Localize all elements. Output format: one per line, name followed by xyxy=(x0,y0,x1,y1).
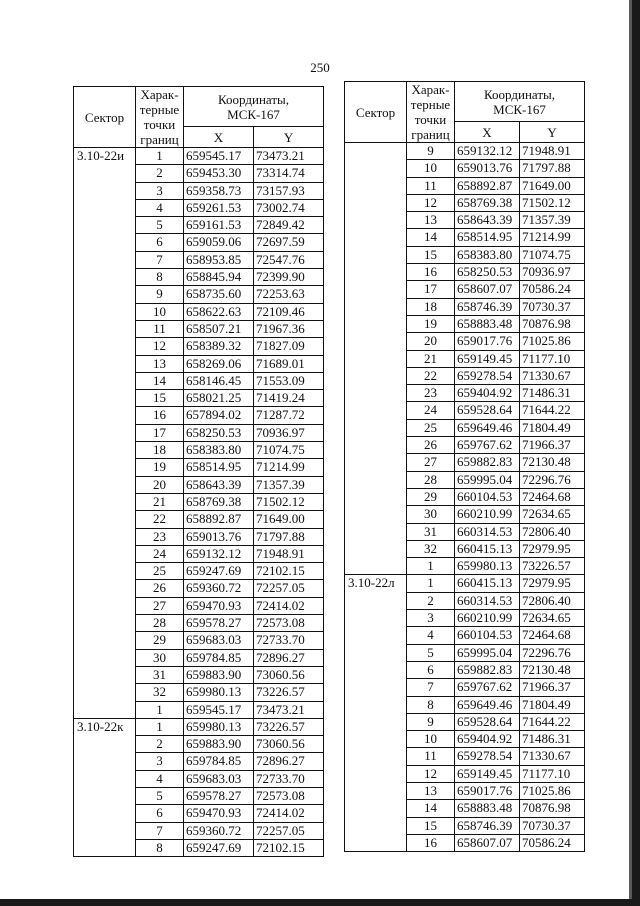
point-number-cell: 15 xyxy=(407,817,455,834)
x-coordinate-cell: 658383.80 xyxy=(455,246,520,263)
y-coordinate-cell: 70586.24 xyxy=(520,834,585,851)
x-coordinate-cell: 658845.94 xyxy=(184,269,254,286)
y-coordinate-cell: 73473.21 xyxy=(254,701,324,718)
y-coordinate-cell: 72733.70 xyxy=(254,632,324,649)
y-coordinate-cell: 72733.70 xyxy=(254,770,324,787)
y-coordinate-cell: 71486.31 xyxy=(520,385,585,402)
sector-header: Сектор xyxy=(74,87,136,148)
x-coordinate-cell: 659883.90 xyxy=(184,736,254,753)
points-header: Харак- терные точки границ xyxy=(136,87,184,148)
x-coordinate-cell: 660104.53 xyxy=(455,488,520,505)
x-coordinate-cell: 659013.76 xyxy=(455,160,520,177)
x-coordinate-cell: 659404.92 xyxy=(455,385,520,402)
x-coordinate-cell: 659132.12 xyxy=(184,545,254,562)
x-coordinate-cell: 660415.13 xyxy=(455,540,520,557)
x-coordinate-cell: 659360.72 xyxy=(184,580,254,597)
x-coordinate-cell: 659882.83 xyxy=(455,454,520,471)
x-coordinate-cell: 658514.95 xyxy=(455,229,520,246)
point-number-cell: 22 xyxy=(407,367,455,384)
y-coordinate-cell: 72806.40 xyxy=(520,592,585,609)
point-number-cell: 16 xyxy=(407,834,455,851)
x-coordinate-cell: 658735.60 xyxy=(184,286,254,303)
point-number-cell: 1 xyxy=(407,575,455,592)
x-coordinate-cell: 659545.17 xyxy=(184,148,254,165)
y-coordinate-cell: 72102.15 xyxy=(254,839,324,856)
x-coordinate-cell: 659247.69 xyxy=(184,563,254,580)
x-coordinate-cell: 659149.45 xyxy=(455,350,520,367)
x-coordinate-cell: 659767.62 xyxy=(455,679,520,696)
x-coordinate-cell: 659980.13 xyxy=(184,718,254,735)
y-coordinate-cell: 73226.57 xyxy=(254,684,324,701)
y-coordinate-cell: 71177.10 xyxy=(520,350,585,367)
point-number-cell: 5 xyxy=(407,644,455,661)
sector-cell xyxy=(345,143,407,575)
point-number-cell: 16 xyxy=(136,407,184,424)
point-number-cell: 9 xyxy=(407,713,455,730)
x-coordinate-cell: 659767.62 xyxy=(455,437,520,454)
y-coordinate-cell: 71948.91 xyxy=(520,143,585,160)
point-number-cell: 14 xyxy=(407,800,455,817)
point-number-cell: 12 xyxy=(136,338,184,355)
coords-header: Координаты, МСК-167 xyxy=(455,82,585,122)
x-coordinate-cell: 658769.38 xyxy=(184,493,254,510)
x-coordinate-cell: 659470.93 xyxy=(184,805,254,822)
point-number-cell: 2 xyxy=(136,736,184,753)
point-number-cell: 31 xyxy=(136,666,184,683)
point-number-cell: 32 xyxy=(407,540,455,557)
point-number-cell: 1 xyxy=(136,718,184,735)
x-coordinate-cell: 659578.27 xyxy=(184,615,254,632)
y-coordinate-cell: 72979.95 xyxy=(520,540,585,557)
point-number-cell: 16 xyxy=(407,264,455,281)
point-number-cell: 18 xyxy=(407,298,455,315)
x-coordinate-cell: 658883.48 xyxy=(455,315,520,332)
point-number-cell: 27 xyxy=(407,454,455,471)
table-row xyxy=(345,143,585,160)
point-number-cell: 18 xyxy=(136,442,184,459)
point-number-cell: 9 xyxy=(407,143,455,160)
x-coordinate-cell: 658643.39 xyxy=(455,212,520,229)
sector-cell: 3.10-22и xyxy=(74,148,136,719)
point-number-cell: 8 xyxy=(136,269,184,286)
y-coordinate-cell: 70586.24 xyxy=(520,281,585,298)
y-coordinate-cell: 70730.37 xyxy=(520,817,585,834)
point-number-cell: 5 xyxy=(136,787,184,804)
y-coordinate-cell: 72102.15 xyxy=(254,563,324,580)
y-coordinate-cell: 71025.86 xyxy=(520,333,585,350)
x-coordinate-cell: 659995.04 xyxy=(455,471,520,488)
y-coordinate-cell: 72464.68 xyxy=(520,488,585,505)
point-number-cell: 30 xyxy=(407,506,455,523)
point-number-cell: 21 xyxy=(136,493,184,510)
x-coordinate-cell: 658250.53 xyxy=(184,424,254,441)
x-coordinate-cell: 659013.76 xyxy=(184,528,254,545)
point-number-cell: 1 xyxy=(136,701,184,718)
x-coordinate-cell: 658883.48 xyxy=(455,800,520,817)
page-edge-bottom xyxy=(0,899,640,906)
point-number-cell: 7 xyxy=(407,679,455,696)
point-number-cell: 7 xyxy=(136,251,184,268)
x-coordinate-cell: 659882.83 xyxy=(455,661,520,678)
point-number-cell: 8 xyxy=(407,696,455,713)
x-coordinate-cell: 659017.76 xyxy=(455,333,520,350)
y-coordinate-cell: 71074.75 xyxy=(520,246,585,263)
y-coordinate-cell: 71644.22 xyxy=(520,402,585,419)
y-coordinate-cell: 71419.24 xyxy=(254,390,324,407)
y-coordinate-cell: 73060.56 xyxy=(254,666,324,683)
x-coordinate-cell: 658746.39 xyxy=(455,298,520,315)
x-coordinate-cell: 660314.53 xyxy=(455,523,520,540)
x-coordinate-cell: 659683.03 xyxy=(184,770,254,787)
x-coordinate-cell: 659404.92 xyxy=(455,731,520,748)
point-number-cell: 2 xyxy=(136,165,184,182)
point-number-cell: 23 xyxy=(136,528,184,545)
point-number-cell: 4 xyxy=(407,627,455,644)
x-coordinate-cell: 658643.39 xyxy=(184,476,254,493)
point-number-cell: 12 xyxy=(407,765,455,782)
x-coordinate-cell: 658746.39 xyxy=(455,817,520,834)
point-number-cell: 20 xyxy=(407,333,455,350)
y-coordinate-cell: 71074.75 xyxy=(254,442,324,459)
x-coordinate-cell: 659278.54 xyxy=(455,748,520,765)
y-coordinate-cell: 71804.49 xyxy=(520,696,585,713)
point-number-cell: 1 xyxy=(407,558,455,575)
y-coordinate-cell: 72634.65 xyxy=(520,506,585,523)
point-number-cell: 22 xyxy=(136,511,184,528)
point-number-cell: 11 xyxy=(407,177,455,194)
y-coordinate-cell: 71330.67 xyxy=(520,748,585,765)
x-coordinate-cell: 659059.06 xyxy=(184,234,254,251)
x-coordinate-cell: 659649.46 xyxy=(455,419,520,436)
y-coordinate-cell: 71357.39 xyxy=(254,476,324,493)
x-coordinate-cell: 658622.63 xyxy=(184,303,254,320)
point-number-cell: 24 xyxy=(136,545,184,562)
y-header: Y xyxy=(254,127,324,148)
x-coordinate-cell: 658146.45 xyxy=(184,372,254,389)
y-coordinate-cell: 72896.27 xyxy=(254,649,324,666)
x-coordinate-cell: 658892.87 xyxy=(184,511,254,528)
point-number-cell: 10 xyxy=(407,160,455,177)
y-coordinate-cell: 72806.40 xyxy=(520,523,585,540)
point-number-cell: 3 xyxy=(136,753,184,770)
x-coordinate-cell: 659470.93 xyxy=(184,597,254,614)
point-number-cell: 26 xyxy=(407,437,455,454)
x-coordinate-cell: 659649.46 xyxy=(455,696,520,713)
point-number-cell: 11 xyxy=(136,320,184,337)
y-coordinate-cell: 71804.49 xyxy=(520,419,585,436)
y-coordinate-cell: 72979.95 xyxy=(520,575,585,592)
y-coordinate-cell: 72464.68 xyxy=(520,627,585,644)
y-coordinate-cell: 71797.88 xyxy=(254,528,324,545)
y-coordinate-cell: 72399.90 xyxy=(254,269,324,286)
x-coordinate-cell: 660415.13 xyxy=(455,575,520,592)
x-coordinate-cell: 658607.07 xyxy=(455,834,520,851)
x-coordinate-cell: 658514.95 xyxy=(184,459,254,476)
point-number-cell: 4 xyxy=(136,770,184,787)
y-coordinate-cell: 72257.05 xyxy=(254,580,324,597)
table-row xyxy=(74,148,324,165)
x-coordinate-cell: 658953.85 xyxy=(184,251,254,268)
y-coordinate-cell: 71287.72 xyxy=(254,407,324,424)
y-coordinate-cell: 72296.76 xyxy=(520,644,585,661)
y-coordinate-cell: 72253.63 xyxy=(254,286,324,303)
y-coordinate-cell: 71502.12 xyxy=(520,194,585,211)
point-number-cell: 1 xyxy=(136,148,184,165)
x-coordinate-cell: 658507.21 xyxy=(184,320,254,337)
point-number-cell: 15 xyxy=(407,246,455,263)
table-row xyxy=(345,575,585,592)
table-body-left xyxy=(74,148,324,857)
y-coordinate-cell: 71177.10 xyxy=(520,765,585,782)
x-coordinate-cell: 658607.07 xyxy=(455,281,520,298)
y-coordinate-cell: 71649.00 xyxy=(254,511,324,528)
x-coordinate-cell: 659358.73 xyxy=(184,182,254,199)
y-coordinate-cell: 72130.48 xyxy=(520,454,585,471)
point-number-cell: 24 xyxy=(407,402,455,419)
x-coordinate-cell: 658250.53 xyxy=(455,264,520,281)
y-coordinate-cell: 71948.91 xyxy=(254,545,324,562)
y-coordinate-cell: 73060.56 xyxy=(254,736,324,753)
y-coordinate-cell: 72896.27 xyxy=(254,753,324,770)
x-coordinate-cell: 659247.69 xyxy=(184,839,254,856)
point-number-cell: 6 xyxy=(136,234,184,251)
point-number-cell: 11 xyxy=(407,748,455,765)
point-number-cell: 4 xyxy=(136,199,184,216)
point-number-cell: 12 xyxy=(407,194,455,211)
x-coordinate-cell: 658389.32 xyxy=(184,338,254,355)
y-coordinate-cell: 72414.02 xyxy=(254,805,324,822)
y-coordinate-cell: 70876.98 xyxy=(520,315,585,332)
y-coordinate-cell: 72697.59 xyxy=(254,234,324,251)
y-coordinate-cell: 71214.99 xyxy=(254,459,324,476)
point-number-cell: 17 xyxy=(136,424,184,441)
y-coordinate-cell: 72130.48 xyxy=(520,661,585,678)
x-coordinate-cell: 658892.87 xyxy=(455,177,520,194)
y-coordinate-cell: 71357.39 xyxy=(520,212,585,229)
y-coordinate-cell: 71330.67 xyxy=(520,367,585,384)
point-number-cell: 14 xyxy=(407,229,455,246)
y-coordinate-cell: 70936.97 xyxy=(254,424,324,441)
y-coordinate-cell: 72634.65 xyxy=(520,610,585,627)
y-coordinate-cell: 71025.86 xyxy=(520,782,585,799)
point-number-cell: 9 xyxy=(136,286,184,303)
point-number-cell: 30 xyxy=(136,649,184,666)
x-coordinate-cell: 659784.85 xyxy=(184,649,254,666)
table-body-right xyxy=(345,143,585,852)
x-coordinate-cell: 659784.85 xyxy=(184,753,254,770)
x-header: X xyxy=(455,122,520,143)
y-coordinate-cell: 72573.08 xyxy=(254,787,324,804)
point-number-cell: 6 xyxy=(136,805,184,822)
x-coordinate-cell: 659149.45 xyxy=(455,765,520,782)
point-number-cell: 3 xyxy=(407,610,455,627)
y-coordinate-cell: 73473.21 xyxy=(254,148,324,165)
point-number-cell: 10 xyxy=(136,303,184,320)
coordinates-table-left xyxy=(73,86,324,857)
table-row xyxy=(74,718,324,735)
x-coordinate-cell: 657894.02 xyxy=(184,407,254,424)
y-coordinate-cell: 73226.57 xyxy=(520,558,585,575)
x-coordinate-cell: 658021.25 xyxy=(184,390,254,407)
point-number-cell: 19 xyxy=(136,459,184,476)
x-coordinate-cell: 660314.53 xyxy=(455,592,520,609)
y-coordinate-cell: 71486.31 xyxy=(520,731,585,748)
y-coordinate-cell: 72849.42 xyxy=(254,217,324,234)
point-number-cell: 21 xyxy=(407,350,455,367)
point-number-cell: 14 xyxy=(136,372,184,389)
sector-cell: 3.10-22л xyxy=(345,575,407,852)
y-coordinate-cell: 71967.36 xyxy=(254,320,324,337)
y-coordinate-cell: 72109.46 xyxy=(254,303,324,320)
sector-header: Сектор xyxy=(345,82,407,143)
x-coordinate-cell: 660210.99 xyxy=(455,506,520,523)
x-coordinate-cell: 658769.38 xyxy=(455,194,520,211)
x-coordinate-cell: 659683.03 xyxy=(184,632,254,649)
x-coordinate-cell: 659261.53 xyxy=(184,199,254,216)
x-coordinate-cell: 660210.99 xyxy=(455,610,520,627)
y-coordinate-cell: 73157.93 xyxy=(254,182,324,199)
point-number-cell: 29 xyxy=(136,632,184,649)
coordinates-table-right xyxy=(344,81,585,852)
point-number-cell: 10 xyxy=(407,731,455,748)
point-number-cell: 31 xyxy=(407,523,455,540)
x-coordinate-cell: 659995.04 xyxy=(455,644,520,661)
sector-cell: 3.10-22к xyxy=(74,718,136,856)
y-coordinate-cell: 71966.37 xyxy=(520,437,585,454)
x-coordinate-cell: 659545.17 xyxy=(184,701,254,718)
y-coordinate-cell: 73314.74 xyxy=(254,165,324,182)
x-coordinate-cell: 659360.72 xyxy=(184,822,254,839)
page-edge-right xyxy=(632,0,640,906)
page-number: 250 xyxy=(310,60,330,75)
y-coordinate-cell: 73226.57 xyxy=(254,718,324,735)
point-number-cell: 5 xyxy=(136,217,184,234)
y-coordinate-cell: 72414.02 xyxy=(254,597,324,614)
x-header: X xyxy=(184,127,254,148)
y-coordinate-cell: 70936.97 xyxy=(520,264,585,281)
y-coordinate-cell: 71214.99 xyxy=(520,229,585,246)
x-coordinate-cell: 659017.76 xyxy=(455,782,520,799)
point-number-cell: 26 xyxy=(136,580,184,597)
point-number-cell: 8 xyxy=(136,839,184,856)
point-number-cell: 23 xyxy=(407,385,455,402)
point-number-cell: 2 xyxy=(407,592,455,609)
point-number-cell: 25 xyxy=(136,563,184,580)
coords-header: Координаты, МСК-167 xyxy=(184,87,324,127)
point-number-cell: 25 xyxy=(407,419,455,436)
y-coordinate-cell: 71797.88 xyxy=(520,160,585,177)
point-number-cell: 19 xyxy=(407,315,455,332)
y-coordinate-cell: 71966.37 xyxy=(520,679,585,696)
point-number-cell: 13 xyxy=(136,355,184,372)
point-number-cell: 17 xyxy=(407,281,455,298)
x-coordinate-cell: 660104.53 xyxy=(455,627,520,644)
x-coordinate-cell: 658383.80 xyxy=(184,442,254,459)
x-coordinate-cell: 658269.06 xyxy=(184,355,254,372)
y-coordinate-cell: 71502.12 xyxy=(254,493,324,510)
x-coordinate-cell: 659883.90 xyxy=(184,666,254,683)
y-coordinate-cell: 71827.09 xyxy=(254,338,324,355)
point-number-cell: 13 xyxy=(407,212,455,229)
y-coordinate-cell: 72573.08 xyxy=(254,615,324,632)
y-coordinate-cell: 70876.98 xyxy=(520,800,585,817)
y-coordinate-cell: 73002.74 xyxy=(254,199,324,216)
point-number-cell: 3 xyxy=(136,182,184,199)
x-coordinate-cell: 659132.12 xyxy=(455,143,520,160)
y-coordinate-cell: 70730.37 xyxy=(520,298,585,315)
y-coordinate-cell: 72296.76 xyxy=(520,471,585,488)
point-number-cell: 28 xyxy=(407,471,455,488)
x-coordinate-cell: 659278.54 xyxy=(455,367,520,384)
point-number-cell: 28 xyxy=(136,615,184,632)
x-coordinate-cell: 659453.30 xyxy=(184,165,254,182)
x-coordinate-cell: 659980.13 xyxy=(184,684,254,701)
point-number-cell: 20 xyxy=(136,476,184,493)
x-coordinate-cell: 659980.13 xyxy=(455,558,520,575)
x-coordinate-cell: 659578.27 xyxy=(184,787,254,804)
point-number-cell: 15 xyxy=(136,390,184,407)
y-coordinate-cell: 72257.05 xyxy=(254,822,324,839)
y-coordinate-cell: 71553.09 xyxy=(254,372,324,389)
x-coordinate-cell: 659161.53 xyxy=(184,217,254,234)
y-coordinate-cell: 71689.01 xyxy=(254,355,324,372)
points-header: Харак- терные точки границ xyxy=(407,82,455,143)
point-number-cell: 32 xyxy=(136,684,184,701)
y-coordinate-cell: 71644.22 xyxy=(520,713,585,730)
point-number-cell: 29 xyxy=(407,488,455,505)
y-coordinate-cell: 72547.76 xyxy=(254,251,324,268)
point-number-cell: 7 xyxy=(136,822,184,839)
x-coordinate-cell: 659528.64 xyxy=(455,402,520,419)
y-coordinate-cell: 71649.00 xyxy=(520,177,585,194)
point-number-cell: 6 xyxy=(407,661,455,678)
x-coordinate-cell: 659528.64 xyxy=(455,713,520,730)
point-number-cell: 27 xyxy=(136,597,184,614)
y-header: Y xyxy=(520,122,585,143)
point-number-cell: 13 xyxy=(407,782,455,799)
